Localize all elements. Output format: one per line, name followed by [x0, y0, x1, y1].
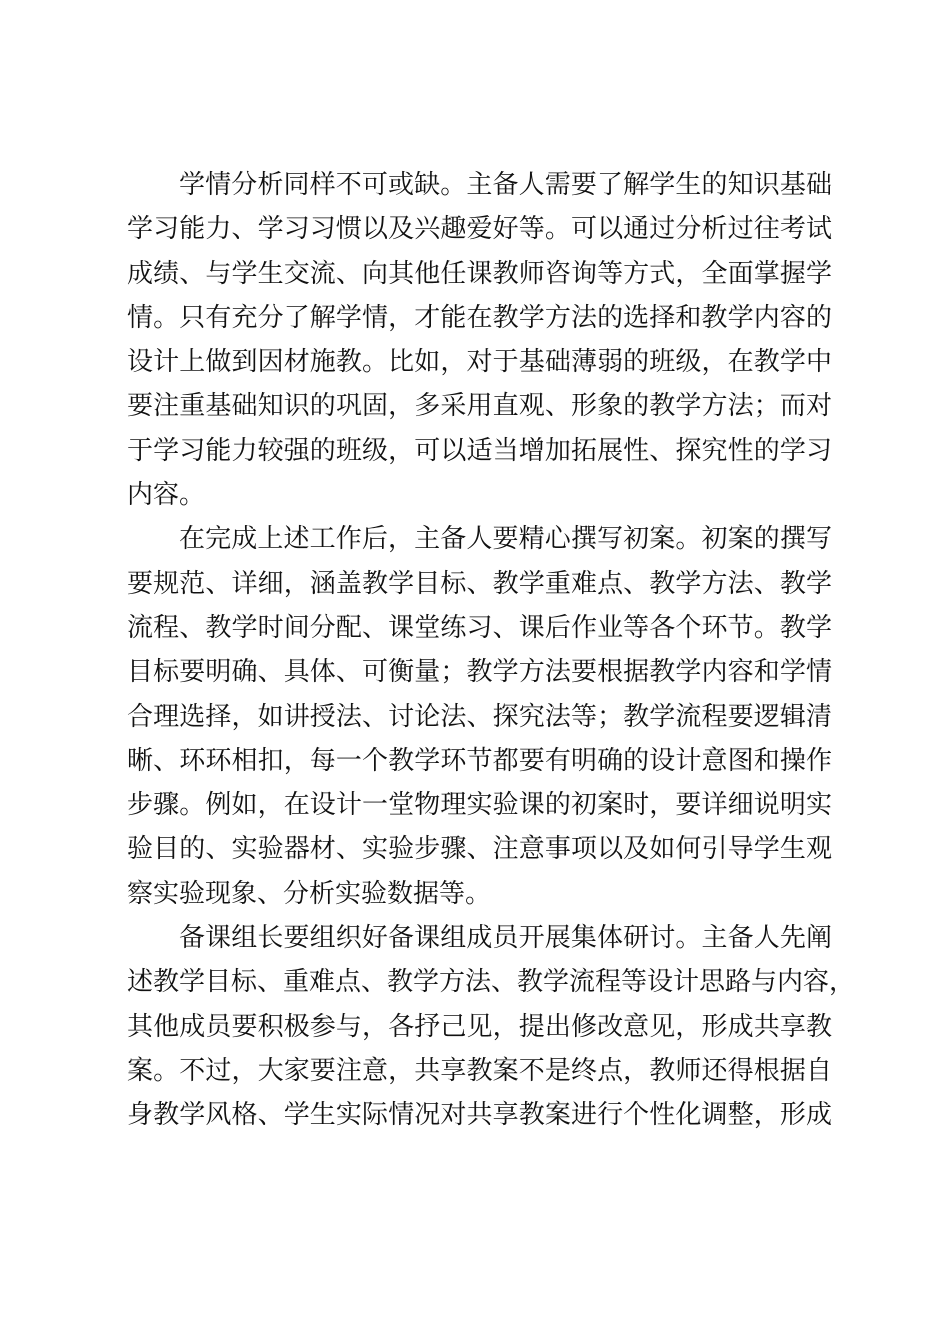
text-line: 备课组长要组织好备课组成员开展集体研讨。主备人先阐 [179, 923, 832, 954]
text-line: 案。不过，大家要注意，共享教案不是终点，教师还得根据自 [127, 1055, 832, 1086]
text-line: 晰、环环相扣，每一个教学环节都要有明确的设计意图和操作 [127, 745, 832, 776]
text-line: 目标要明确、具体、可衡量；教学方法要根据教学内容和学情 [127, 657, 832, 688]
text-line: 内容。 [127, 480, 206, 511]
text-line: 验目的、实验器材、实验步骤、注意事项以及如何引导学生观 [127, 834, 832, 865]
paragraph-draft-writing [127, 517, 832, 916]
text-line: 述教学目标、重难点、教学方法、教学流程等设计思路与内容， [127, 967, 856, 998]
paragraph-group-discussion [127, 916, 856, 1137]
text-line: 步骤。例如，在设计一堂物理实验课的初案时，要详细说明实 [127, 790, 832, 821]
text-line: 学习能力、学习习惯以及兴趣爱好等。可以通过分析过往考试 [127, 214, 832, 245]
text-line: 情。只有充分了解学情，才能在教学方法的选择和教学内容的 [127, 302, 832, 333]
document-body [127, 163, 856, 1138]
text-line: 要注重基础知识的巩固，多采用直观、形象的教学方法；而对 [127, 391, 832, 422]
text-line: 合理选择，如讲授法、讨论法、探究法等；教学流程要逻辑清 [127, 701, 832, 732]
text-line: 设计上做到因材施教。比如，对于基础薄弱的班级，在教学中 [127, 347, 832, 378]
paragraph-student-analysis [127, 163, 832, 517]
text-line: 察实验现象、分析实验数据等。 [127, 878, 492, 909]
text-line: 学情分析同样不可或缺。主备人需要了解学生的知识基础 [179, 170, 832, 200]
text-line: 在完成上述工作后，主备人要精心撰写初案。初案的撰写 [179, 524, 832, 555]
text-line: 其他成员要积极参与，各抒己见，提出修改意见，形成共享教 [127, 1011, 832, 1042]
text-line: 身教学风格、学生实际情况对共享教案进行个性化调整，形成 [127, 1100, 832, 1131]
text-line: 于学习能力较强的班级，可以适当增加拓展性、探究性的学习 [127, 435, 832, 466]
text-line: 成绩、与学生交流、向其他任课教师咨询等方式，全面掌握学 [127, 258, 832, 289]
text-line: 要规范、详细，涵盖教学目标、教学重难点、教学方法、教学 [127, 568, 832, 599]
text-line: 流程、教学时间分配、课堂练习、课后作业等各个环节。教学 [127, 612, 832, 643]
